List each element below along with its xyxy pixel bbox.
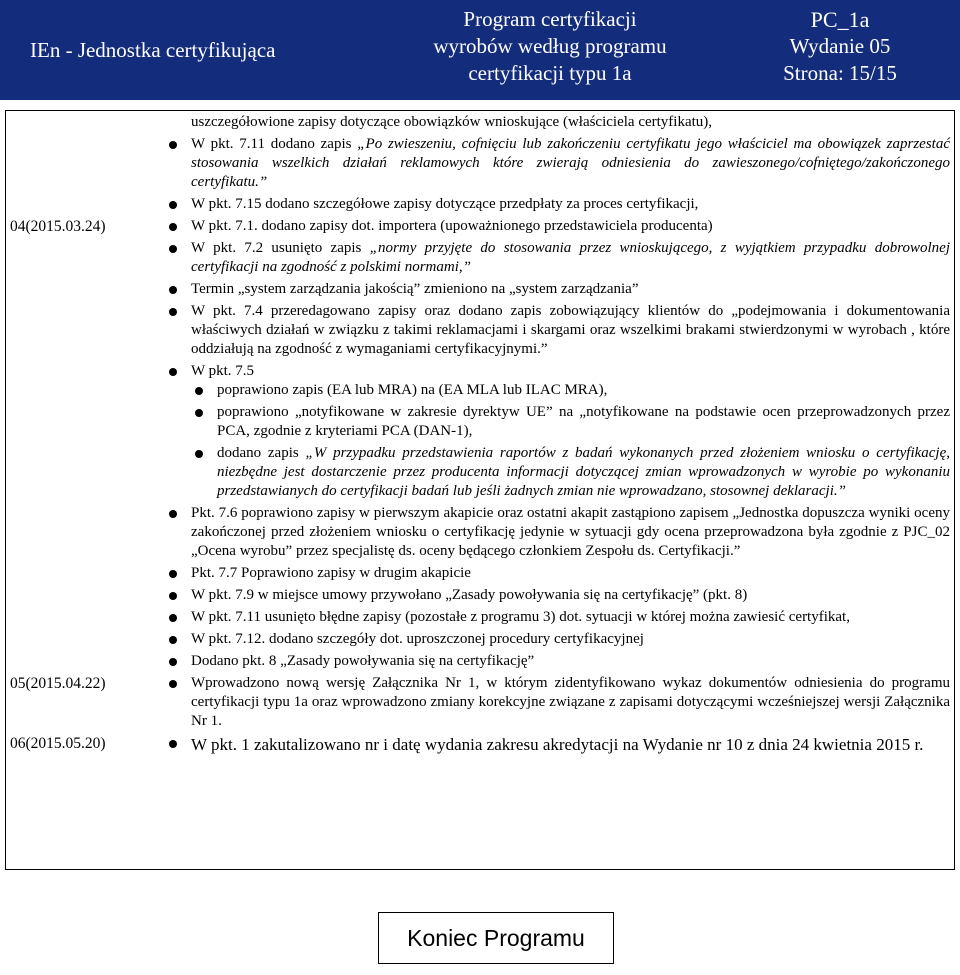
change-entry-04 (10, 217, 950, 671)
item-intro: W pkt. 7.2 usunięto zapis (191, 240, 362, 256)
item-intro: W pkt. 7.5 (191, 363, 255, 379)
list-item: Wprowadzono nową wersję Załącznika Nr 1, w którym zidentyfikowano wykaz dokumentów odniesienia do programu certyfikacji typu 1a oraz wprowadzono zmiany korekcyjne związane z zapisami dotyczącymi wcześniejszej wersji Załącznika Nr 1. (165, 674, 950, 731)
list-item (165, 362, 950, 501)
program-title-line-3: certyfikacji typu 1a (468, 61, 632, 85)
list-item: W pkt. 7.11 usunięto błędne zapisy (pozostałe z programu 3) dot. sytuacji w której można zawiesić certyfikat, (165, 608, 950, 627)
change-entry-06 (10, 734, 950, 755)
quoted-clause: „Po zwieszeniu, cofnięciu lub zakończeniu certyfikatu jego właściciel ma obowiązek zaprzestać stosowania wszelkich działań reklamowych które zwierają odniesienia do zawieszonego/cofniętego/zakończonego certyfikatu.” (191, 136, 950, 190)
document-header (0, 0, 960, 100)
change-entry-05 (10, 674, 950, 731)
edition-label: 06(2015.05.20) (10, 735, 106, 752)
change-entry-continued (10, 113, 950, 214)
item-intro: W pkt. 7.11 dodano zapis (191, 136, 352, 152)
change-list (165, 113, 950, 214)
list-item: W pkt. 7.4 przeredagowano zapisy oraz dodano zapis zobowiązujący klientów do „podejmowania i dokumentowania właściwych działań w związku z takimi reklamacjami i skargami oraz wszelkimi brakami stwierdzonymi w wyrobach , które oddziałują na zgodność z wymaganiami certyfikacyjnymi.” (165, 302, 950, 359)
list-item: Termin „system zarządzania jakością” zmieniono na „system zarządzania” (165, 280, 950, 299)
change-list (165, 734, 950, 755)
document-code: PC_1a (810, 7, 870, 32)
list-item: uszczegółowione zapisy dotyczące obowiązków wnioskujące (właściciela certyfikatu), (191, 114, 713, 130)
list-item: W pkt. 7.15 dodano szczegółowe zapisy dotyczące przedpłaty za proces certyfikacji, (165, 195, 950, 214)
list-item: W pkt. 7.9 w miejsce umowy przywołano „Zasady powoływania się na certyfikację” (pkt. 8) (165, 586, 950, 605)
list-item: W pkt. 7.1. dodano zapisy dot. importera (upoważnionego przedstawiciela producenta) (165, 217, 950, 236)
list-item (165, 239, 950, 277)
list-item (165, 135, 950, 192)
edition-label: 05(2015.04.22) (10, 675, 106, 692)
sub-list (191, 381, 950, 501)
program-title-line-2: wyrobów według programu (433, 34, 667, 58)
change-list (165, 674, 950, 731)
edition-number: Wydanie 05 (789, 34, 891, 58)
change-history (10, 113, 950, 758)
program-title (410, 6, 690, 87)
item-intro: dodano zapis (217, 445, 299, 461)
sub-list-item: poprawiono „notyfikowane w zakresie dyrektyw UE” na „notyfikowane na podstawie ocen przeprowadzonych przez PCA, zgodnie z kryteriami PCA (DAN-1), (191, 403, 950, 441)
list-item: Dodano pkt. 8 „Zasady powoływania się na certyfikację” (165, 652, 950, 671)
quoted-clause: „W przypadku przedstawienia raportów z badań wykonanych przed złożeniem wniosku o certyfikację, niezbędne jest dostarczenie przez producenta informacji dotyczącej zmian wprowadzonych w wyrobie po wykonaniu przedstawianych do certyfikacji badań lub jeśli żadnych zmian nie wprowadzano, stosownej deklaracji.” (217, 445, 950, 499)
change-list (165, 217, 950, 671)
list-item: W pkt. 1 zakutalizowano nr i datę wydania zakresu akredytacji na Wydanie nr 10 z dnia 24 kwietnia 2015 r. (165, 734, 950, 755)
certification-unit-name: IEn - Jednostka certyfikująca (30, 37, 276, 62)
edition-label: 04(2015.03.24) (10, 218, 106, 235)
page-number: Strona: 15/15 (783, 61, 897, 85)
list-item: Pkt. 7.7 Poprawiono zapisy w drugim akapicie (165, 564, 950, 583)
sub-list-item: poprawiono zapis (EA lub MRA) na (EA MLA lub ILAC MRA), (191, 381, 950, 400)
list-item: Pkt. 7.6 poprawiono zapisy w pierwszym akapicie oraz ostatni akapit zastąpiono zapisem „Jednostka dopuszcza wyniki oceny zakończonej przed złożeniem wniosku o certyfikację jedynie w sytuacji gdy ocena przeprowadzona była zgodnie z PJC_02 „Ocena wyrobu” przez specjalistę ds. oceny będącego członkiem Zespołu ds. Certyfikacji.” (165, 504, 950, 561)
program-title-line-1: Program certyfikacji (463, 7, 637, 31)
list-item: W pkt. 7.12. dodano szczegóły dot. uproszczonej procedury certyfikacyjnej (165, 630, 950, 649)
end-of-program-label: Koniec Programu (378, 912, 614, 964)
sub-list-item (191, 444, 950, 501)
quoted-clause: „normy przyjęte do stosowania przez wnioskującego, z wyjątkiem przypadku dobrowolnej certyfikacji na zgodność z polskimi normami,” (191, 240, 950, 275)
document-meta (745, 6, 935, 87)
